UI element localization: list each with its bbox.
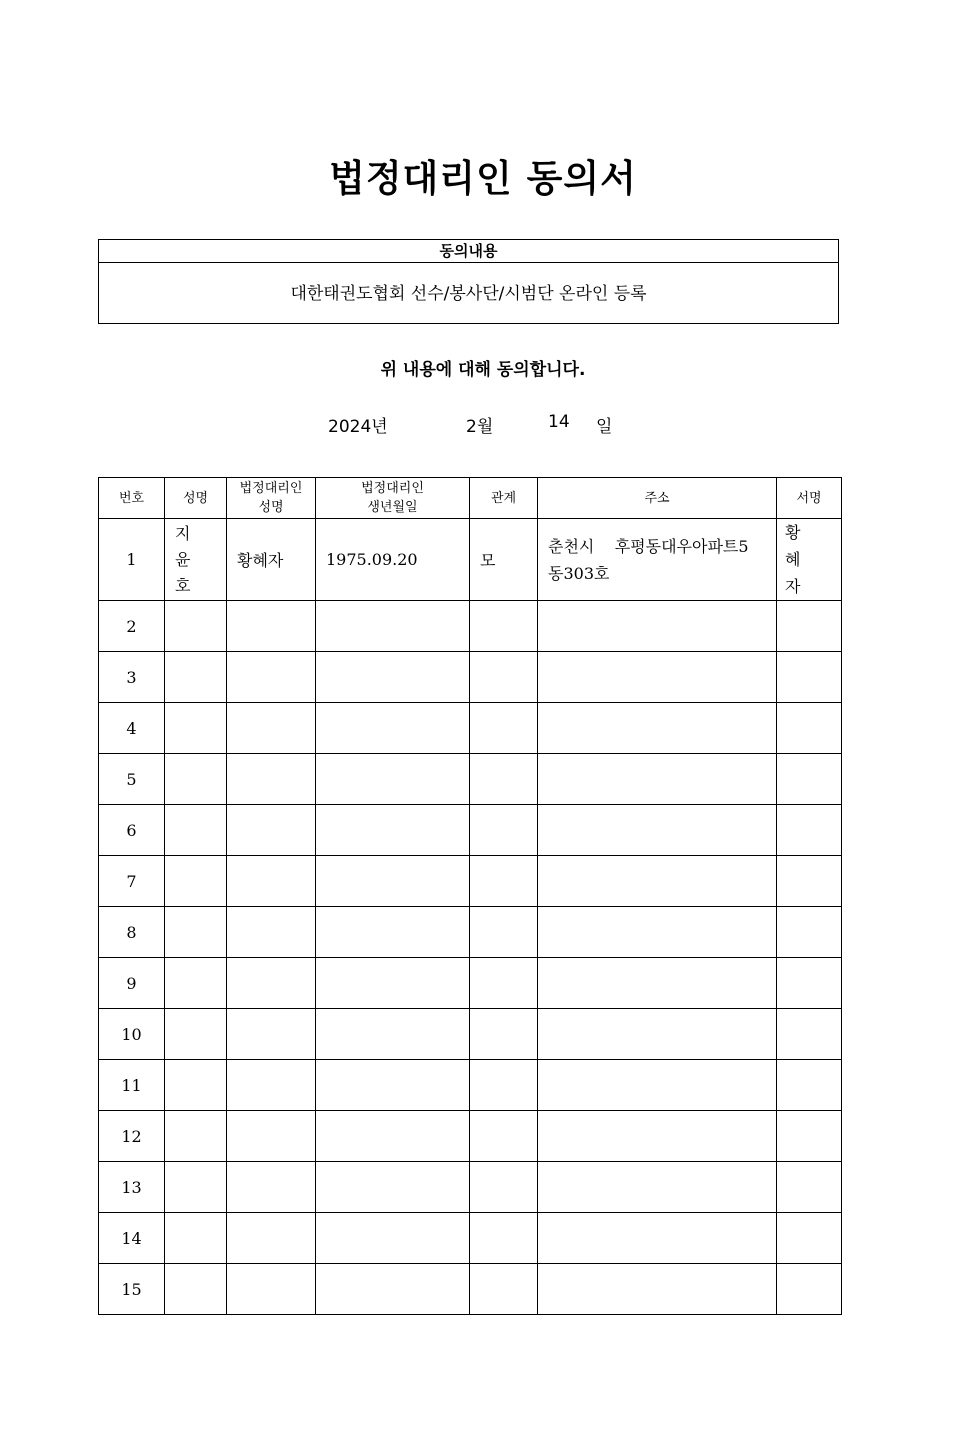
row-no: 4 xyxy=(99,703,165,754)
header-address: 주소 xyxy=(538,478,777,519)
row-no: 11 xyxy=(99,1060,165,1111)
row-no: 13 xyxy=(99,1162,165,1213)
table-row xyxy=(99,1213,842,1264)
table-row xyxy=(99,1060,842,1111)
header-guardian-name: 법정대리인 성명 xyxy=(227,478,316,519)
row-no: 12 xyxy=(99,1111,165,1162)
row-guardian-birth: 1975.09.20 xyxy=(316,519,470,601)
table-row xyxy=(99,1162,842,1213)
row-no: 5 xyxy=(99,754,165,805)
header-signature: 서명 xyxy=(777,478,842,519)
date-month: 2월 xyxy=(466,417,494,437)
row-no: 7 xyxy=(99,856,165,907)
row-address: 춘천시 후평동대우아파트5 동303호 xyxy=(538,519,777,601)
row-no: 3 xyxy=(99,652,165,703)
header-no: 번호 xyxy=(99,478,165,519)
guardian-table xyxy=(98,477,842,1315)
row-guardian-name: 황혜자 xyxy=(227,519,316,601)
table-row xyxy=(99,703,842,754)
table-row xyxy=(99,958,842,1009)
table-row xyxy=(99,805,842,856)
agree-statement: 위 내용에 대해 동의합니다. xyxy=(380,360,586,380)
consent-content: 대한태권도협회 선수/봉사단/시범단 온라인 등록 xyxy=(290,284,647,304)
row-signature: 황 혜 자 xyxy=(777,519,842,601)
date-year: 2024년 xyxy=(328,417,388,437)
table-header-row xyxy=(99,478,842,519)
page-title: 법정대리인 동의서 xyxy=(329,157,637,200)
row-no: 15 xyxy=(99,1264,165,1315)
date-day-label: 일 xyxy=(596,417,613,437)
table-row xyxy=(99,907,842,958)
row-no: 2 xyxy=(99,601,165,652)
header-relation: 관계 xyxy=(470,478,538,519)
table-row xyxy=(99,1009,842,1060)
table-row xyxy=(99,1111,842,1162)
consent-header: 동의내용 xyxy=(99,240,838,263)
table-row xyxy=(99,601,842,652)
date-day: 14 xyxy=(548,412,570,432)
row-relation: 모 xyxy=(470,519,538,601)
consent-box xyxy=(98,239,839,324)
table-row xyxy=(99,754,842,805)
row-no: 8 xyxy=(99,907,165,958)
table-row xyxy=(99,519,842,601)
row-no: 10 xyxy=(99,1009,165,1060)
row-no: 6 xyxy=(99,805,165,856)
row-no: 1 xyxy=(99,519,165,601)
row-name: 지 윤 호 xyxy=(165,519,227,601)
table-row xyxy=(99,1264,842,1315)
header-name: 성명 xyxy=(165,478,227,519)
row-no: 9 xyxy=(99,958,165,1009)
table-row xyxy=(99,652,842,703)
table-row xyxy=(99,856,842,907)
header-guardian-birth: 법정대리인 생년월일 xyxy=(316,478,470,519)
row-no: 14 xyxy=(99,1213,165,1264)
